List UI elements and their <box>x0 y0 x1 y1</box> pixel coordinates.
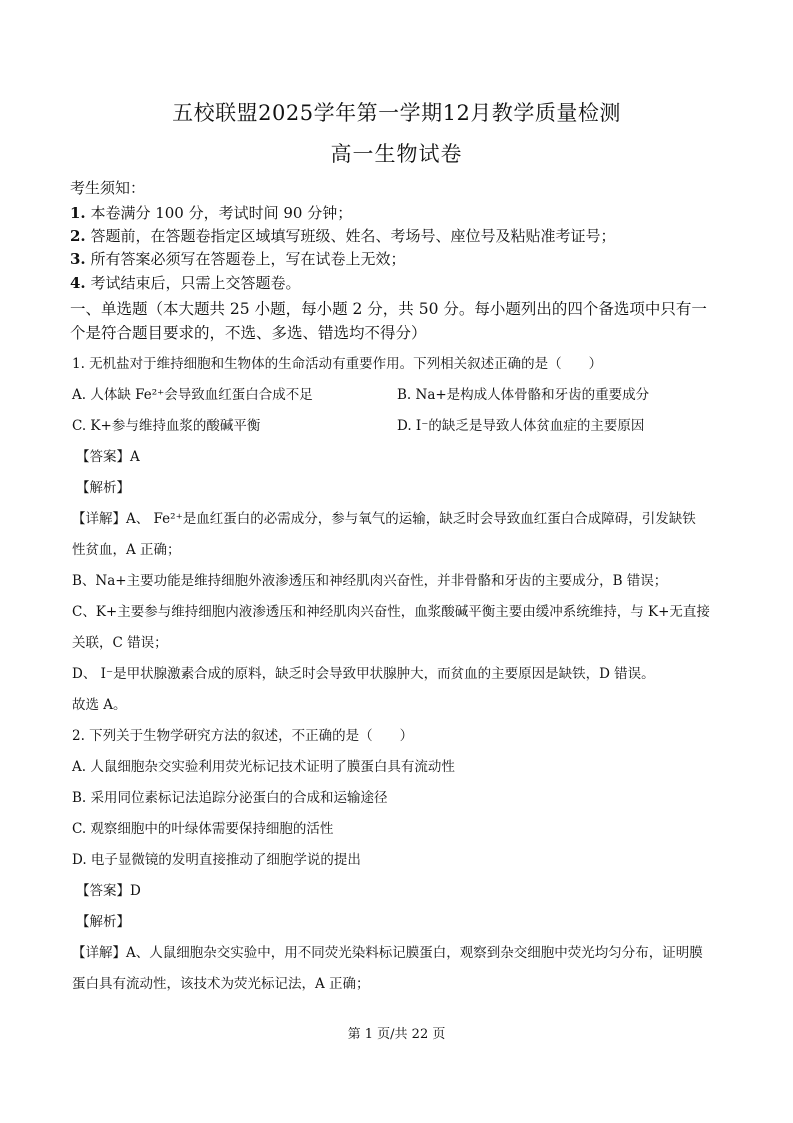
question-2-option-b: B. 采用同位素标记法追踪分泌蛋白的合成和运输途径 <box>72 790 388 806</box>
exam-subtitle: 高一生物试卷 <box>330 142 463 166</box>
question-1-option-a: A. 人体缺 Fe²⁺会导致血红蛋白合成不足 <box>72 387 313 403</box>
question-1-stem: 1. 无机盐对于维持细胞和生物体的生命活动有重要作用。下列相关叙述正确的是（ ） <box>72 356 603 372</box>
section-header-line1: 一、单选题（本大题共 25 小题，每小题 2 分，共 50 分。每小题列出的四个备选项中只有一 <box>70 300 707 318</box>
question-1-detail: 关联，C 错误； <box>72 635 168 651</box>
notice-num: 3. <box>70 250 86 268</box>
notice-item <box>70 248 405 269</box>
question-2-option-d: D. 电子显微镜的发明直接推动了细胞学说的提出 <box>72 852 361 868</box>
question-1-option-d: D. I⁻的缺乏是导致人体贫血症的主要原因 <box>397 418 645 434</box>
question-2-analysis-tag: 【解析】 <box>76 914 130 930</box>
exam-title: 五校联盟2025学年第一学期12月教学质量检测 <box>172 101 621 125</box>
question-1-option-b: B. Na+是构成人体骨骼和牙齿的重要成分 <box>397 387 650 403</box>
notice-text: 所有答案必须写在答题卷上，写在试卷上无效； <box>90 250 406 268</box>
question-1-answer: 【答案】A <box>76 449 140 465</box>
notice-heading: 考生须知： <box>70 179 146 197</box>
notice-text: 考试结束后，只需上交答题卷。 <box>90 274 301 292</box>
question-1-detail: D、 I⁻是甲状腺激素合成的原料，缺乏时会导致甲状腺肿大，而贫血的主要原因是缺铁，D 错误。 <box>72 666 655 682</box>
question-1-detail: C、K+主要参与维持细胞内液渗透压和神经肌肉兴奋性，血浆酸碱平衡主要由缓冲系统维持，与 K+无直接 <box>72 604 710 620</box>
notice-num: 1. <box>70 204 86 222</box>
notice-text: 答题前，在答题卷指定区域填写班级、姓名、考场号、座位号及粘贴准考证号； <box>90 227 616 245</box>
question-1-detail: 性贫血，A 正确； <box>72 542 181 558</box>
notice-text: 本卷满分 100 分，考试时间 90 分钟； <box>90 204 353 222</box>
question-1-analysis-tag: 【解析】 <box>76 480 130 496</box>
question-1-option-c: C. K+参与维持血浆的酸碱平衡 <box>72 418 261 434</box>
notice-num: 2. <box>70 227 86 245</box>
question-2-stem: 2. 下列关于生物学研究方法的叙述，不正确的是（ ） <box>72 728 414 744</box>
question-2-answer: 【答案】D <box>76 883 141 899</box>
question-2-detail: 【详解】A、人鼠细胞杂交实验中，用不同荧光染料标记膜蛋白，观察到杂交细胞中荧光均匀分布，证明膜 <box>72 945 703 961</box>
notice-num: 4. <box>70 274 86 292</box>
question-2-option-a: A. 人鼠细胞杂交实验利用荧光标记技术证明了膜蛋白具有流动性 <box>72 759 455 775</box>
question-2-option-c: C. 观察细胞中的叶绿体需要保持细胞的活性 <box>72 821 334 837</box>
notice-item <box>70 225 615 246</box>
notice-item <box>70 272 300 293</box>
question-1-detail: 【详解】A、 Fe²⁺是血红蛋白的必需成分，参与氧气的运输，缺乏时会导致血红蛋白合成障碍，引发缺铁 <box>72 511 696 527</box>
notice-item <box>70 202 352 223</box>
question-1-detail: 故选 A。 <box>72 697 127 713</box>
question-2-detail: 蛋白具有流动性，该技术为荧光标记法，A 正确； <box>72 976 370 992</box>
question-1-detail: B、Na+主要功能是维持细胞外液渗透压和神经肌肉兴奋性，并非骨骼和牙齿的主要成分，B 错误； <box>72 573 668 589</box>
section-header-line2: 个是符合题目要求的，不选、多选、错选均不得分） <box>70 324 427 342</box>
page-footer: 第 1 页/共 22 页 <box>347 1027 446 1042</box>
